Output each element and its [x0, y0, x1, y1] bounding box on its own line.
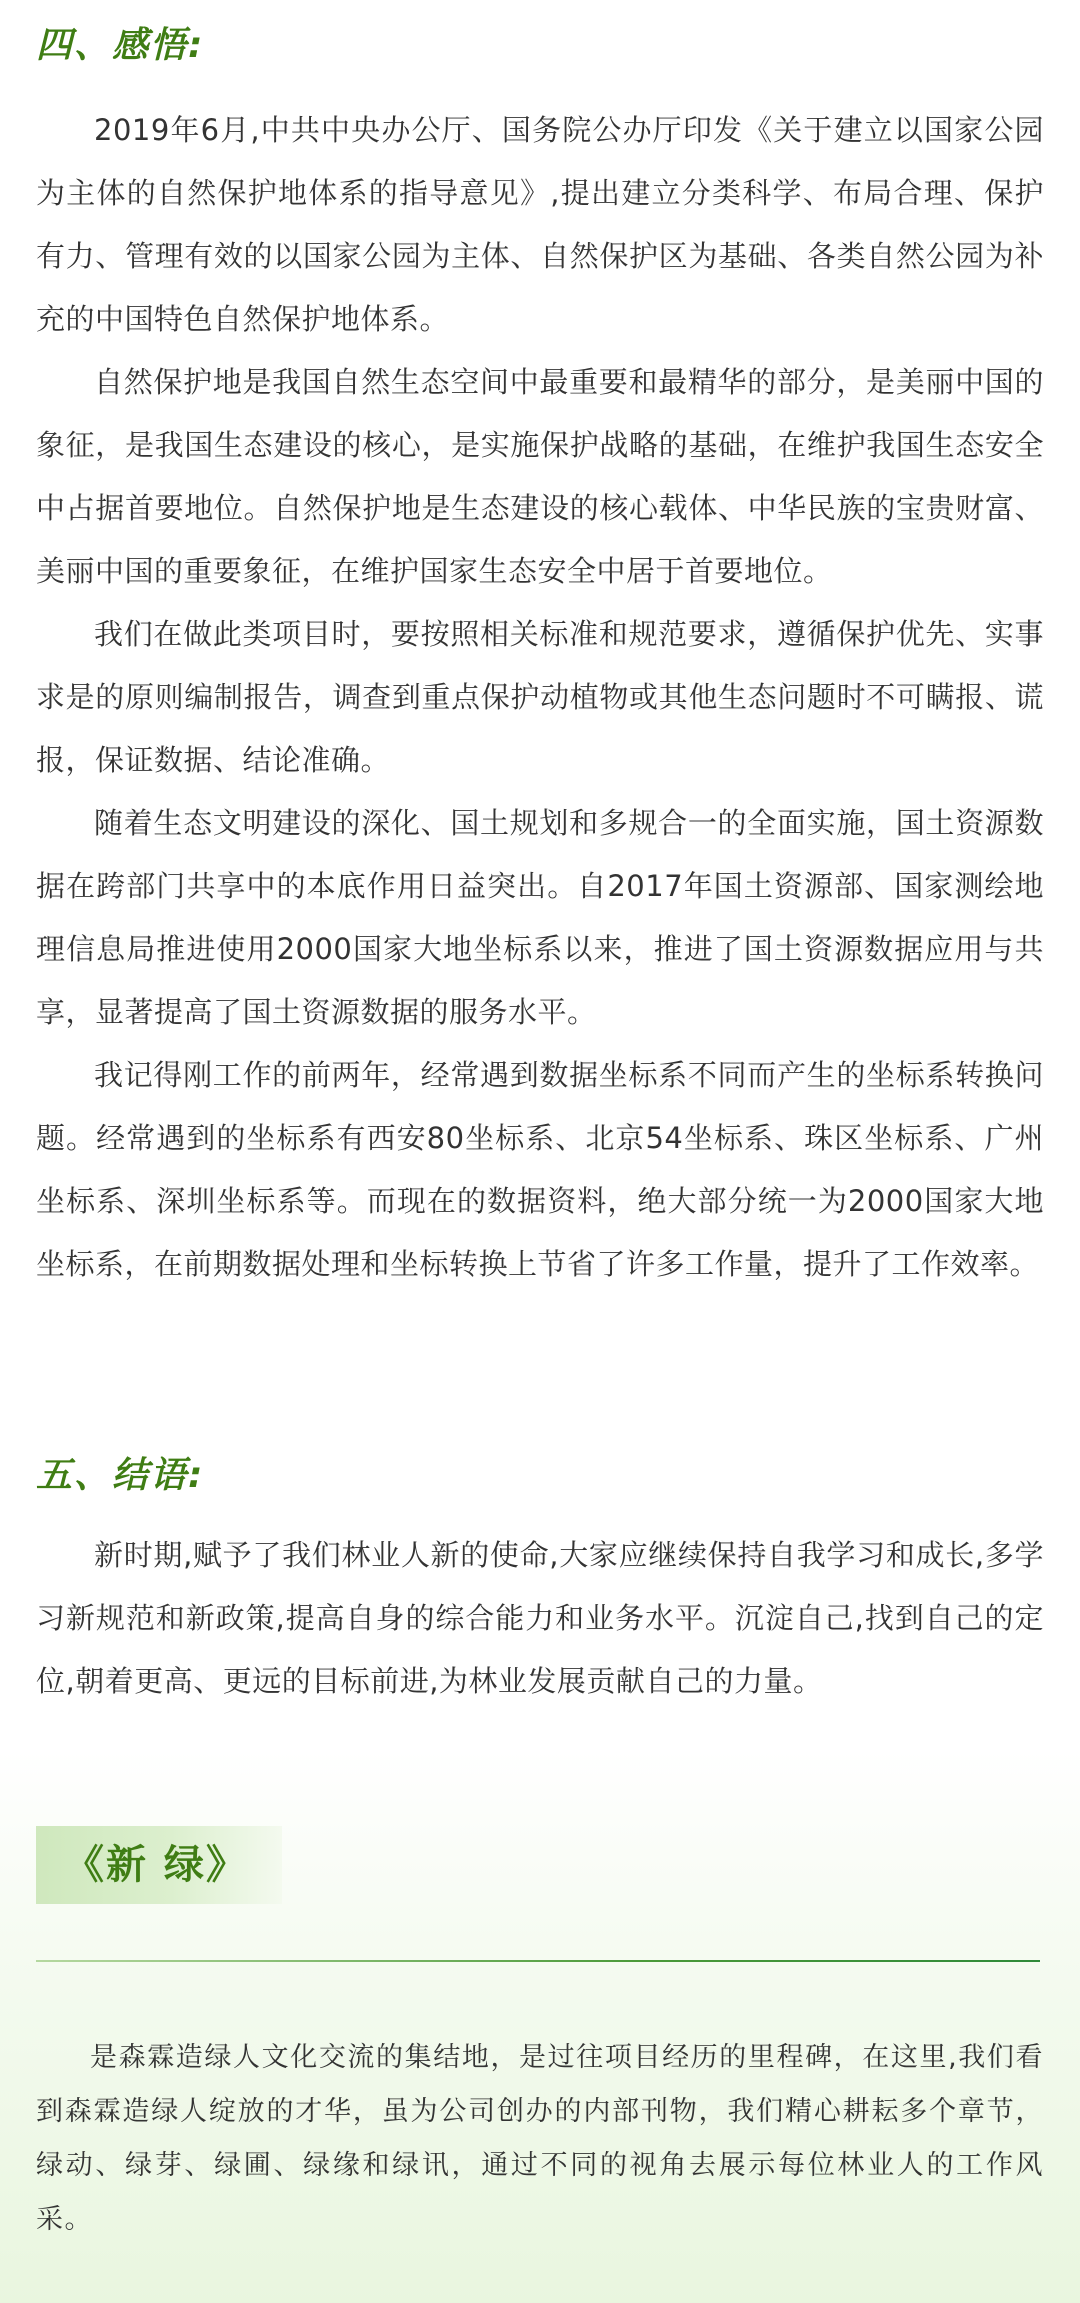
magazine-title-banner: [36, 1826, 282, 1904]
paragraph: 新时期,赋予了我们林业人新的使命,大家应继续保持自我学习和成长,多学习新规范和新政策,提高自身的综合能力和业务水平。沉淀自己,找到自己的定位,朝着更高、更远的目标前进,为林业发展贡献自己的力量。: [36, 1538, 1044, 1698]
magazine-intro-paragraph: 是森霖造绿人文化交流的集结地，是过往项目经历的里程碑，在这里,我们看到森霖造绿人绽放的才华，虽为公司创办的内部刊物，我们精心耕耘多个章节，绿动、绿芽、绿圃、绿缘和绿讯，通过不同的视角去展示每位林业人的工作风采。: [36, 2042, 1044, 2235]
magazine-intro: [36, 2031, 1044, 2247]
paragraph: 我们在做此类项目时，要按照相关标准和规范要求，遵循保护优先、实事求是的原则编制报告，调查到重点保护动植物或其他生态问题时不可瞒报、谎报，保证数据、结论准确。: [36, 617, 1044, 777]
section-heading-insights: 四、感悟:: [36, 25, 205, 66]
paragraph: 随着生态文明建设的深化、国土规划和多规合一的全面实施，国土资源数据在跨部门共享中的本底作用日益突出。自2017年国土资源部、国家测绘地理信息局推进使用2000国家大地坐标系以来，推进了国土资源数据应用与共享，显著提高了国土资源数据的服务水平。: [36, 806, 1044, 1029]
paragraph: 2019年6月,中共中央办公厅、国务院公办厅印发《关于建立以国家公园为主体的自然保护地体系的指导意见》,提出建立分类科学、布局合理、保护有力、管理有效的以国家公园为主体、自然保护区为基础、各类自然公园为补充的中国特色自然保护地体系。: [36, 113, 1044, 336]
section-conclusion-body: [36, 1524, 1044, 1713]
section-insights-body: [36, 99, 1044, 1296]
paragraph: 自然保护地是我国自然生态空间中最重要和最精华的部分，是美丽中国的象征，是我国生态建设的核心，是实施保护战略的基础，在维护我国生态安全中占据首要地位。自然保护地是生态建设的核心载体、中华民族的宝贵财富、美丽中国的重要象征，在维护国家生态安全中居于首要地位。: [36, 365, 1044, 588]
section-heading-conclusion: 五、结语:: [36, 1455, 205, 1496]
magazine-title: 《新 绿》: [64, 1842, 248, 1888]
divider-line: [36, 1960, 1040, 1962]
paragraph: 我记得刚工作的前两年，经常遇到数据坐标系不同而产生的坐标系转换问题。经常遇到的坐标系有西安80坐标系、北京54坐标系、珠区坐标系、广州坐标系、深圳坐标系等。而现在的数据资料，绝大部分统一为2000国家大地坐标系，在前期数据处理和坐标转换上节省了许多工作量，提升了工作效率。: [36, 1058, 1044, 1281]
